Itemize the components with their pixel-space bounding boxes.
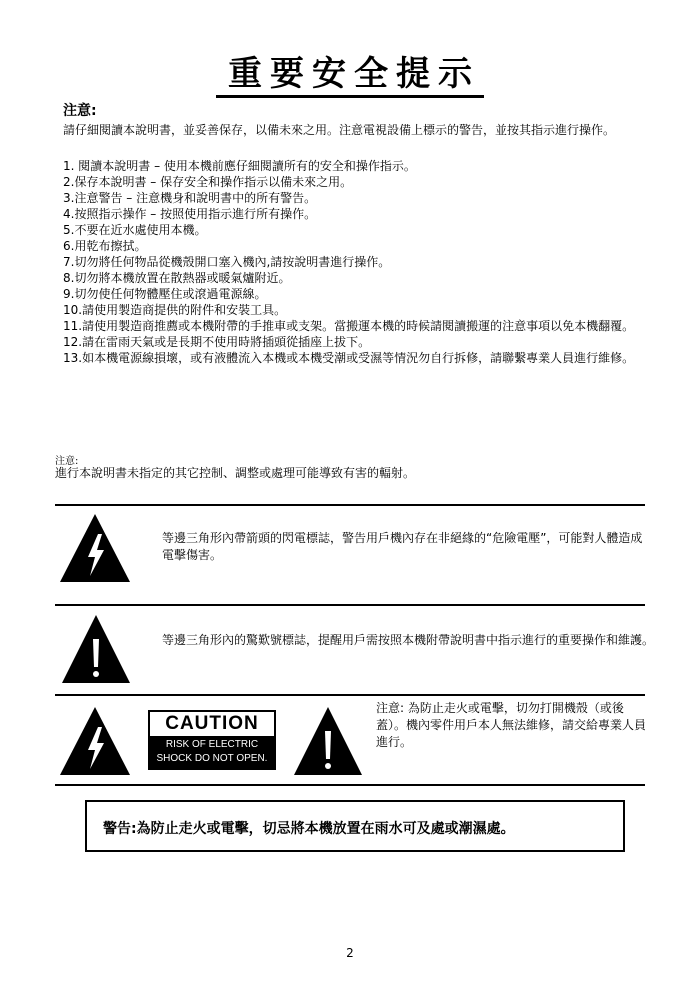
list-item: 7.切勿將任何物品從機殼開口塞入機內,請按說明書進行操作。 — [63, 255, 391, 269]
caution-label — [148, 710, 276, 770]
exclamation-warning-icon — [60, 613, 132, 685]
caution-line-2: SHOCK DO NOT OPEN. — [156, 753, 268, 764]
exclamation-warning-icon — [292, 705, 364, 777]
list-item: 10.請使用製造商提供的附件和安裝工具。 — [63, 303, 287, 317]
list-item: 1. 閱讀本說明書 – 使用本機前應仔細閱讀所有的安全和操作指示。 — [63, 159, 416, 173]
caution-description: 注意: 為防止走火或電擊，切勿打開機殼（或後蓋）。機內零件用戶本人無法維修，請交給專業人員進行。 — [376, 701, 647, 749]
page-number: 2 — [346, 946, 354, 960]
lightning-warning-icon — [58, 705, 132, 777]
lightning-warning-icon — [58, 512, 132, 584]
warning-text: 警告:為防止走火或電擊，切忌將本機放置在雨水可及處或潮濕處。 — [103, 821, 515, 837]
divider — [55, 694, 645, 696]
list-item: 2.保存本說明書 – 保存安全和操作指示以備未來之用。 — [63, 175, 353, 189]
safety-instruction-list — [63, 158, 653, 366]
list-item: 6.用乾布擦拭。 — [63, 239, 147, 253]
lightning-description: 等邊三角形內帶箭頭的閃電標誌，警告用戶機內存在非絕緣的“危險電壓”，可能對人體造成電擊傷害。 — [162, 531, 643, 562]
caution-line-1: RISK OF ELECTRIC — [165, 739, 259, 750]
page-title: 重要安全提示 — [0, 46, 700, 95]
divider — [55, 784, 645, 786]
list-item: 5.不要在近水處使用本機。 — [63, 223, 207, 237]
list-item: 13.如本機電源線損壞，或有液體流入本機或本機受潮或受濕等情況勿自行拆修，請聯繫專業人員進行維修。 — [63, 351, 635, 365]
divider — [55, 604, 645, 606]
intro-paragraph: 請仔細閱讀本說明書，並妥善保存，以備未來之用。注意電視設備上標示的警告，並按其指示進行操作。 — [63, 123, 616, 137]
list-item: 9.切勿使任何物體壓住或滾過電源線。 — [63, 287, 267, 301]
exclamation-description: 等邊三角形內的驚歎號標誌，提醒用戶需按照本機附帶說明書中指示進行的重要操作和維護。 — [162, 633, 655, 647]
list-item: 12.請在雷雨天氣或是長期不使用時將插頭從插座上拔下。 — [63, 335, 371, 349]
caution-word: CAUTION — [165, 713, 259, 734]
list-item: 3.注意警告 – 注意機身和說明書中的所有警告。 — [63, 191, 317, 205]
list-item: 11.請使用製造商推薦或本機附帶的手推車或支架。當搬運本機的時候請閱讀搬運的注意事項以免本機翻覆。 — [63, 319, 635, 333]
note2-text: 進行本說明書未指定的其它控制、調整或處理可能導致有害的輻射。 — [55, 466, 416, 480]
warning-box — [85, 800, 625, 852]
list-item: 8.切勿將本機放置在散熱器或暖氣爐附近。 — [63, 271, 291, 285]
divider — [55, 504, 645, 506]
note-heading: 注意: — [63, 103, 97, 119]
list-item: 4.按照指示操作 – 按照使用指示進行所有操作。 — [63, 207, 317, 221]
note2-heading: 注意: — [55, 456, 79, 467]
